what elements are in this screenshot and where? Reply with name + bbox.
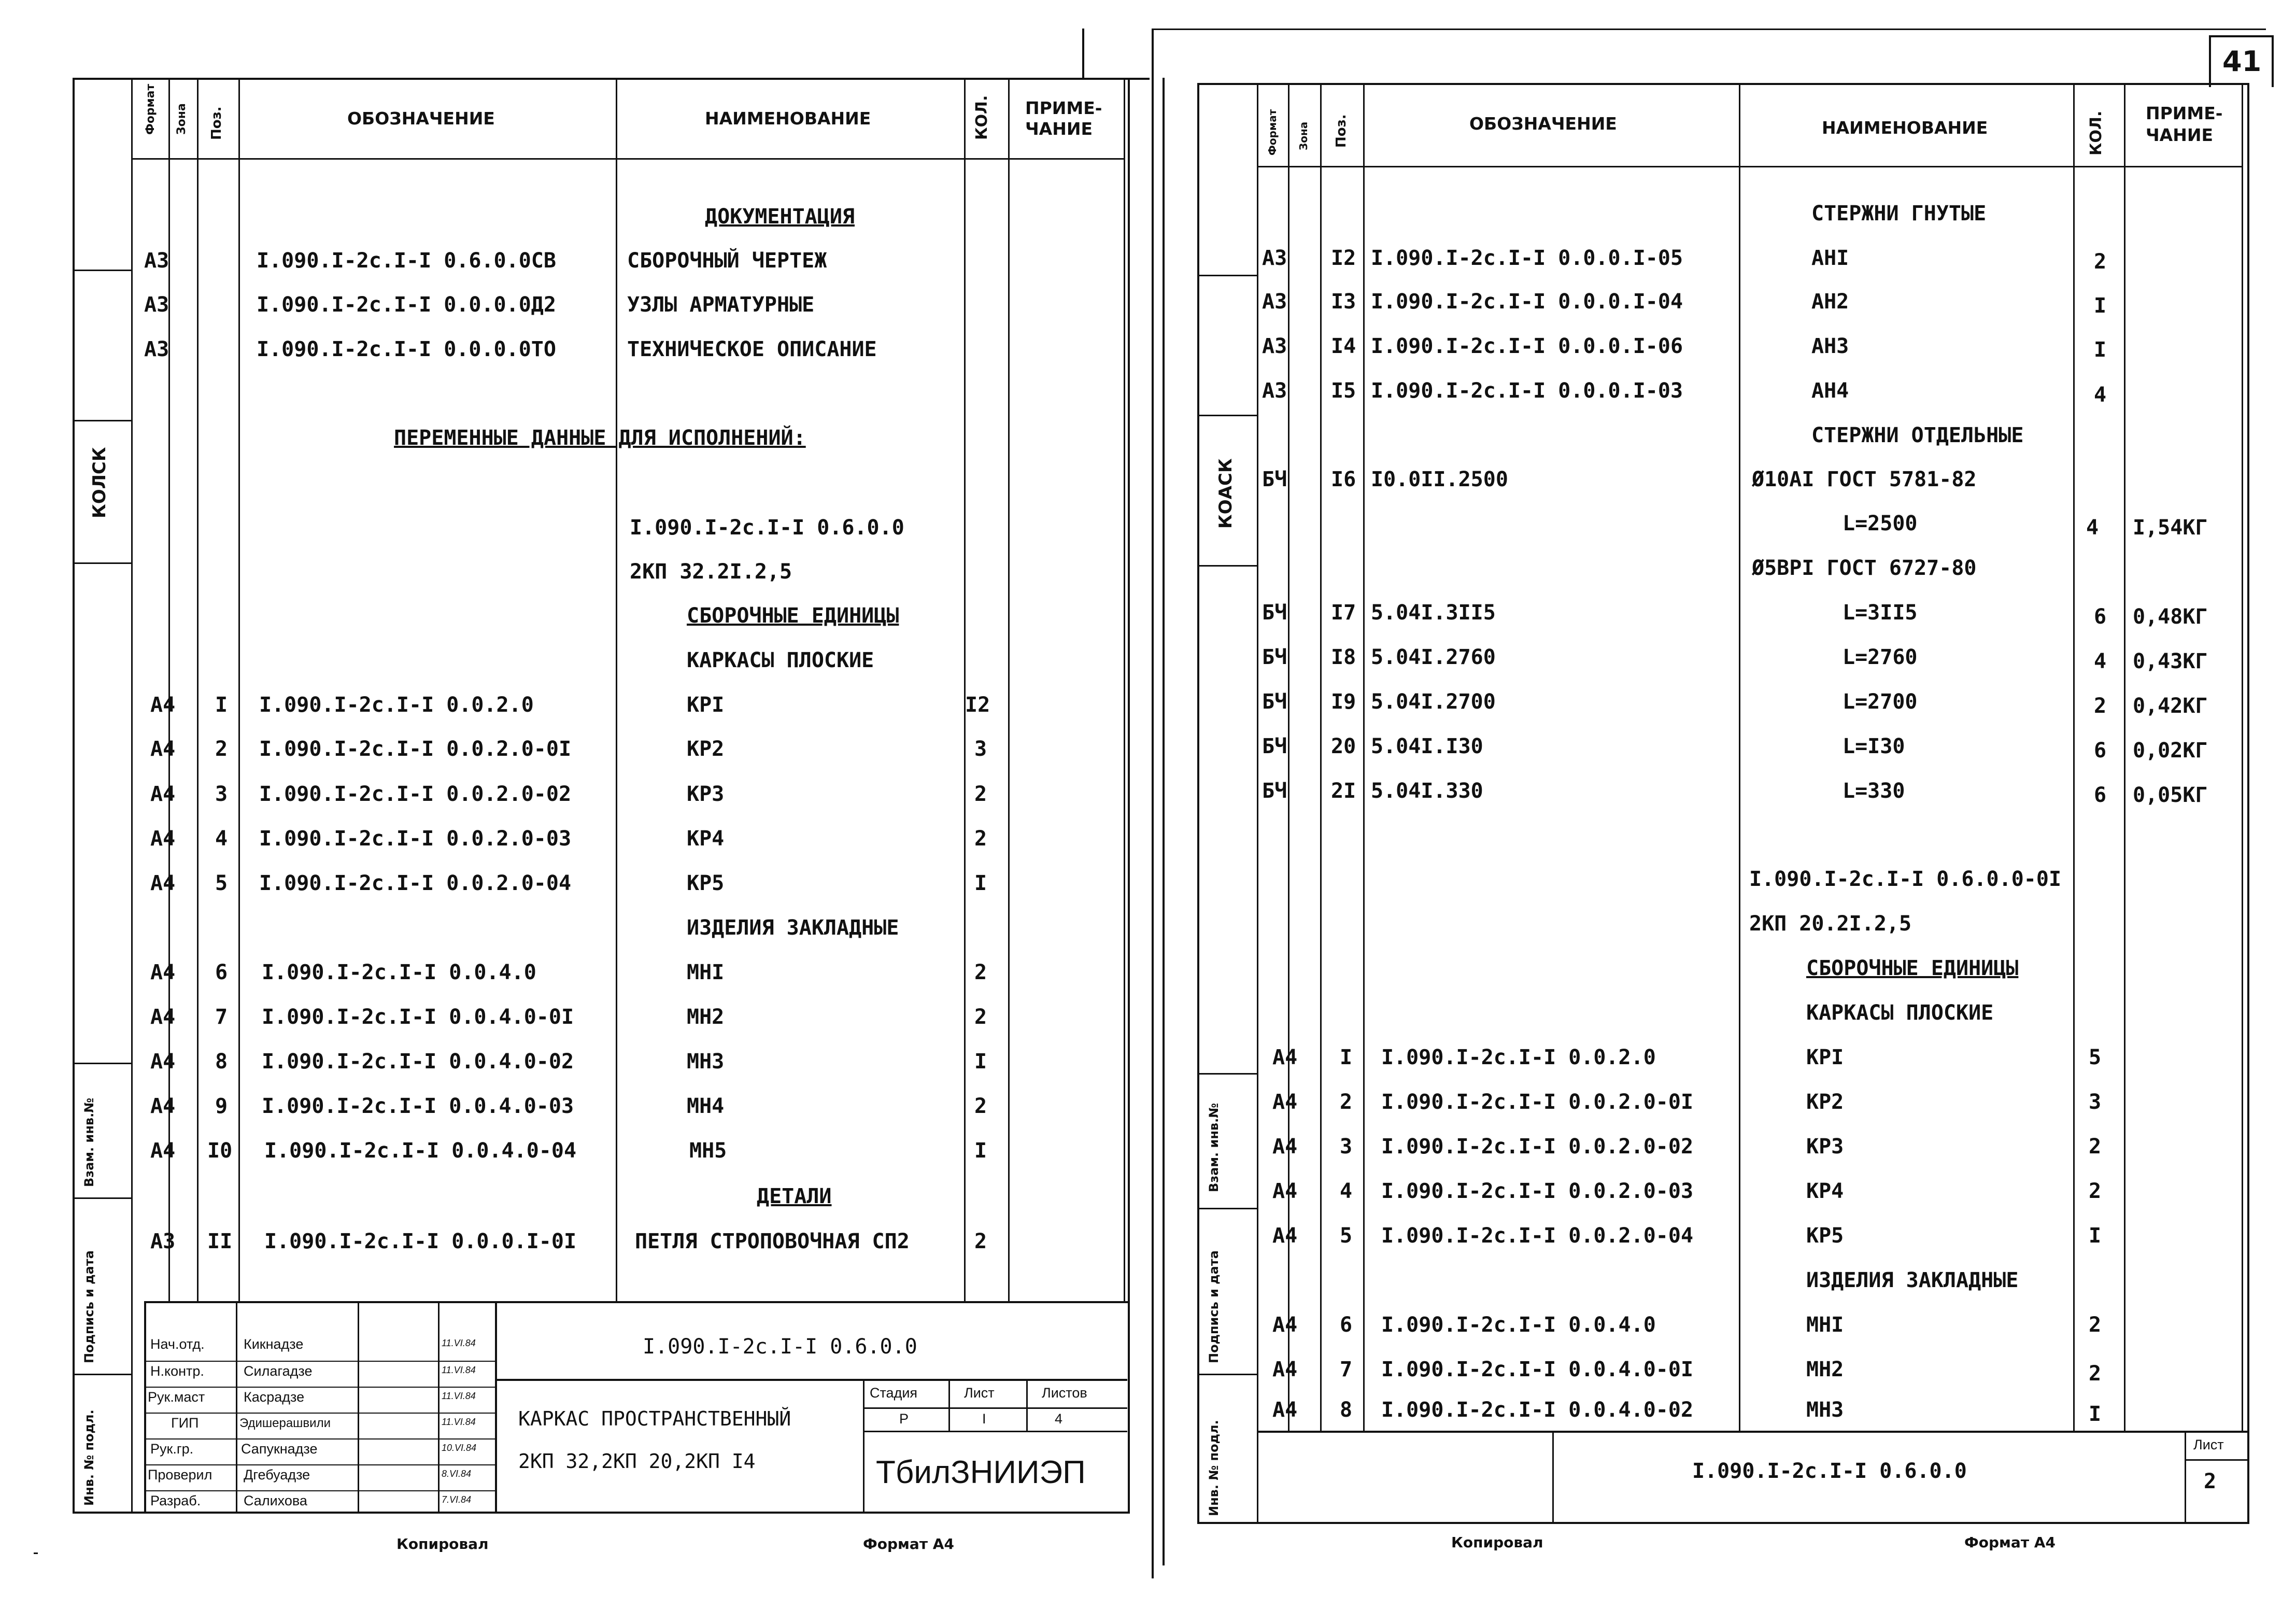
list-item: СТЕРЖНИ ГНУТЫЕ (1811, 202, 1987, 225)
table-row: 5.04I.2760 (1371, 645, 1496, 669)
table-row: L=3II5 (1843, 601, 1918, 625)
list-item: СБОРОЧНЫЕ ЕДИНИЦЫ (687, 604, 899, 628)
table-row: 2 (974, 782, 987, 806)
table-row: 2 (974, 961, 987, 984)
signer-role: Рук.маст (148, 1389, 205, 1405)
table-row: КР2 (687, 737, 725, 761)
right-margin-label-inv: Инв. № подл. (1207, 1420, 1221, 1516)
left-col-designation-header: ОБОЗНАЧЕНИЕ (347, 108, 495, 129)
list-item: I.090.I-2с.I-I 0.6.0.0 (630, 516, 904, 540)
list-item: СТЕРЖНИ ОТДЕЛЬНЫЕ (1811, 424, 2024, 447)
table-row: БЧ (1262, 779, 1287, 803)
table-row: БЧ (1262, 601, 1287, 625)
table-row: I.090.I-2с.I-I 0.0.0.I-06 (1371, 334, 1683, 358)
table-row: МН2 (1806, 1358, 1844, 1381)
table-row: А3 (150, 1230, 176, 1253)
right-margin-label-signature: Подпись и дата (1207, 1250, 1221, 1363)
signer-name: Дгебуадзе (244, 1467, 310, 1483)
table-row: БЧ (1262, 468, 1287, 491)
table-row: 2 (2089, 1179, 2102, 1203)
table-row: А4 (150, 1094, 176, 1118)
table-row: I8 (1331, 645, 1356, 669)
signer-date: 11.VI.84 (442, 1338, 476, 1348)
table-row: I2 (1331, 246, 1356, 270)
signer-date: 7.VI.84 (442, 1494, 472, 1505)
left-col-qty-header: КОЛ. (973, 95, 991, 140)
table-row: 8 (215, 1050, 228, 1074)
table-row: А4 (150, 827, 176, 851)
left-margin-label-inv: Инв. № подл. (82, 1409, 96, 1506)
table-row: I.090.I-2с.I-I 0.0.2.0-04 (259, 871, 572, 895)
table-row: А4 (150, 1005, 176, 1029)
left-col-note-header-1: ПРИМЕ- (1025, 98, 1102, 118)
variable-data-heading: ПЕРЕМЕННЫЕ ДАННЫЕ ДЛЯ ИСПОЛНЕНИЙ: (394, 426, 806, 450)
right-margin-label-replace: Взам. инв.№ (1207, 1103, 1221, 1192)
signer-role: Проверил (148, 1467, 212, 1483)
table-row: I.090.I-2с.I-I 0.0.4.0 (262, 961, 536, 984)
doc-code: I.090.I-2с.I-I 0.6.0.0 (643, 1335, 917, 1359)
left-side-stamp: КОЛСК (89, 447, 110, 518)
table-row: 4 (2094, 650, 2107, 673)
table-row: I0.0II.2500 (1371, 468, 1508, 491)
table-row: 3 (974, 737, 987, 761)
table-row: А3 (1262, 246, 1287, 270)
list-item: ДОКУМЕНТАЦИЯ (705, 205, 855, 229)
list-item: I.090.I-2с.I-I 0.0.0.0Д2 (257, 293, 556, 317)
table-row: 2 (974, 1005, 987, 1029)
table-row: L=2760 (1843, 645, 1918, 669)
table-row: L=2500 (1843, 512, 1918, 535)
table-row: БЧ (1262, 735, 1287, 758)
sheet-number: 41 (2222, 45, 2262, 78)
list-item: ДЕТАЛИ (757, 1184, 832, 1208)
table-row: 5.04I.2700 (1371, 690, 1496, 714)
table-row: ПЕТЛЯ СТРОПОВОЧНАЯ СП2 (635, 1230, 910, 1253)
table-row: 2 (974, 1094, 987, 1118)
table-row: I.090.I-2с.I-I 0.0.2.0-0I (259, 737, 572, 761)
signer-date: 10.VI.84 (442, 1443, 477, 1453)
table-row: А4 (150, 693, 176, 717)
table-row: I7 (1331, 601, 1356, 625)
list-item: ИЗДЕЛИЯ ЗАКЛАДНЫЕ (687, 916, 899, 940)
list-item: КАРКАСЫ ПЛОСКИЕ (1806, 1001, 1994, 1025)
stage-value: Р (899, 1411, 909, 1427)
table-row: 2 (2089, 1362, 2102, 1386)
table-row: КР2 (1806, 1090, 1844, 1114)
table-row: I.090.I-2с.I-I 0.0.2.0-03 (259, 827, 572, 851)
signer-role: Разраб. (150, 1493, 201, 1508)
table-row: 2 (974, 827, 987, 851)
table-row: 6 (1340, 1313, 1353, 1337)
table-row: I3 (1331, 290, 1356, 314)
signer-date: 11.VI.84 (442, 1391, 476, 1401)
left-col-name-header: НАИМЕНОВАНИЕ (705, 108, 871, 129)
table-row: АН3 (1811, 334, 1849, 358)
right-col-designation-header: ОБОЗНАЧЕНИЕ (1469, 114, 1617, 134)
table-row: 2 (2089, 1135, 2102, 1159)
left-footer-format: Формат А4 (863, 1535, 954, 1553)
table-row: I.090.I-2с.I-I 0.0.2.0-02 (259, 782, 572, 806)
table-row: I6 (1331, 468, 1356, 491)
right-footer-copied: Копировал (1451, 1534, 1543, 1551)
list-item: А3 (144, 249, 169, 273)
org-name: ТбилЗНИИЭП (876, 1455, 1086, 1490)
right-col-qty-header: КОЛ. (2087, 110, 2105, 156)
table-row: 9 (215, 1094, 228, 1118)
table-row: КР5 (687, 871, 725, 895)
table-row: I.090.I-2с.I-I 0.0.0.I-04 (1371, 290, 1683, 314)
table-row: I.090.I-2с.I-I 0.0.2.0 (259, 693, 534, 717)
table-row: БЧ (1262, 645, 1287, 669)
table-row: 0,42КГ (2133, 694, 2208, 718)
list-item: 2КП 32.2I.2,5 (630, 560, 792, 584)
list-item: 2КП 20.2I.2,5 (1749, 912, 1912, 936)
table-row: 0,05КГ (2133, 783, 2208, 807)
table-row: 2 (215, 737, 228, 761)
table-row: 4 (1340, 1179, 1353, 1203)
table-row: I,54КГ (2133, 516, 2208, 540)
table-row: I (1340, 1046, 1353, 1069)
table-row: 2 (974, 1230, 987, 1253)
table-row: I.090.I-2с.I-I 0.0.4.0-02 (262, 1050, 574, 1074)
table-row: 0,02КГ (2133, 739, 2208, 763)
signer-role: Нач.отд. (150, 1336, 205, 1352)
table-row: МН2 (687, 1005, 725, 1029)
table-row: А4 (150, 1139, 176, 1163)
left-footer-copied: Копировал (396, 1535, 489, 1553)
table-row: МН5 (689, 1139, 727, 1163)
right-sheet-value: 2 (2204, 1470, 2217, 1493)
table-row: 6 (2094, 739, 2107, 763)
table-row: А4 (150, 871, 176, 895)
table-row: КР3 (687, 782, 725, 806)
right-col-format-header: Формат (1266, 109, 1279, 156)
table-row: II (207, 1230, 233, 1253)
table-row: I.090.I-2с.I-I 0.0.2.0-02 (1381, 1135, 1694, 1159)
signer-role: Н.контр. (150, 1363, 204, 1379)
table-row: А4 (1272, 1313, 1298, 1337)
table-row: А4 (1272, 1224, 1298, 1248)
table-row: I (2094, 338, 2107, 362)
table-row: 6 (2094, 783, 2107, 807)
right-side-stamp: КОАСК (1215, 458, 1236, 529)
sheets-value: 4 (1055, 1411, 1063, 1427)
table-row: БЧ (1262, 690, 1287, 714)
table-row: 0,48КГ (2133, 605, 2208, 629)
list-item: СБОРОЧНЫЕ ЕДИНИЦЫ (1806, 956, 2019, 980)
table-row: I.090.I-2с.I-I 0.0.0.I-0I (264, 1230, 577, 1253)
table-row: I.090.I-2с.I-I 0.0.2.0 (1381, 1046, 1656, 1069)
table-row: А4 (150, 1050, 176, 1074)
table-row: 5 (1340, 1224, 1353, 1248)
table-row: 5 (215, 871, 228, 895)
right-footer-format: Формат А4 (1964, 1534, 2056, 1551)
right-doc-code: I.090.I-2с.I-I 0.6.0.0 (1692, 1459, 1967, 1483)
drawing-title-line1: КАРКАС ПРОСТРАНСТВЕННЫЙ (518, 1407, 791, 1430)
table-row: I.090.I-2с.I-I 0.0.4.0-03 (262, 1094, 574, 1118)
table-row: КР5 (1806, 1224, 1844, 1248)
table-row: 5 (2089, 1046, 2102, 1069)
table-row: I0 (207, 1139, 233, 1163)
table-row: I (974, 871, 987, 895)
table-row: КРI (687, 693, 725, 717)
table-row: А4 (1272, 1046, 1298, 1069)
table-row: I.090.I-2с.I-I 0.0.4.0-0I (1381, 1358, 1694, 1381)
sheet-value: I (982, 1411, 986, 1427)
list-item: КАРКАСЫ ПЛОСКИЕ (687, 648, 874, 672)
left-col-note-header-2: ЧАНИЕ (1025, 119, 1093, 139)
table-row: 4 (2086, 516, 2099, 540)
table-row: КР4 (1806, 1179, 1844, 1203)
table-row: I (2089, 1224, 2102, 1248)
table-row: 5.04I.I30 (1371, 735, 1483, 758)
table-row: I4 (1331, 334, 1356, 358)
table-row: 4 (215, 827, 228, 851)
table-row: I5 (1331, 379, 1356, 403)
table-row: А4 (1272, 1090, 1298, 1114)
table-row: 2 (1340, 1090, 1353, 1114)
stage-label: Стадия (870, 1385, 918, 1401)
right-col-note-header-1: ПРИМЕ- (2146, 103, 2223, 123)
table-row: I.090.I-2с.I-I 0.0.4.0-04 (264, 1139, 577, 1163)
table-row: 2 (2094, 250, 2107, 274)
table-row: 3 (215, 782, 228, 806)
table-row: АН4 (1811, 379, 1849, 403)
signer-role: Рук.гр. (150, 1441, 194, 1457)
right-col-pos-header: Поз. (1334, 114, 1349, 148)
table-row: А4 (1272, 1398, 1298, 1422)
table-row: 2I (1331, 779, 1356, 803)
signer-name: Касрадзе (244, 1389, 305, 1405)
table-row: 6 (2094, 605, 2107, 629)
table-row: 2 (2089, 1313, 2102, 1337)
signer-date: 8.VI.84 (442, 1469, 472, 1479)
table-row: 5.04I.330 (1371, 779, 1483, 803)
left-col-format-header: Формат (144, 83, 157, 135)
table-row: Ø10АI ГОСТ 5781-82 (1752, 468, 1977, 491)
drawing-title-line2: 2КП 32,2КП 20,2КП I4 (518, 1450, 756, 1473)
table-row: АН2 (1811, 290, 1849, 314)
signer-name: Силагадзе (244, 1363, 313, 1379)
table-row: I (2094, 294, 2107, 318)
list-item: А3 (144, 337, 169, 361)
table-row: 0,43КГ (2133, 650, 2208, 673)
table-row: I (974, 1139, 987, 1163)
list-item: СБОРОЧНЫЙ ЧЕРТЕЖ (627, 249, 827, 273)
table-row: 2 (2094, 694, 2107, 718)
table-row: I (215, 693, 228, 717)
table-row: L=330 (1843, 779, 1905, 803)
signer-name: Сапукнадзе (241, 1441, 318, 1457)
list-item: Ø5ВРI ГОСТ 6727-80 (1752, 556, 1977, 580)
table-row: МН4 (687, 1094, 725, 1118)
table-row: I.090.I-2с.I-I 0.0.0.I-05 (1371, 246, 1683, 270)
table-row: I.090.I-2с.I-I 0.0.2.0-04 (1381, 1224, 1694, 1248)
right-col-zone-header: Зона (1297, 121, 1310, 150)
signer-date: 11.VI.84 (442, 1417, 476, 1427)
table-row: КРI (1806, 1046, 1844, 1069)
signer-date: 11.VI.84 (442, 1365, 476, 1375)
table-row: I (974, 1050, 987, 1074)
table-row: А4 (1272, 1179, 1298, 1203)
list-item: ИЗДЕЛИЯ ЗАКЛАДНЫЕ (1806, 1268, 2019, 1292)
table-row: 3 (1340, 1135, 1353, 1159)
table-row: L=2700 (1843, 690, 1918, 714)
table-row: МНI (1806, 1313, 1844, 1337)
table-row: 4 (2094, 383, 2107, 407)
table-row: I9 (1331, 690, 1356, 714)
signer-name: Эдишерашвили (239, 1416, 331, 1430)
table-row: А4 (1272, 1135, 1298, 1159)
table-row: L=I30 (1843, 735, 1905, 758)
table-row: А3 (1262, 379, 1287, 403)
signer-name: Кикнадзе (244, 1336, 304, 1352)
table-row: I.090.I-2с.I-I 0.0.4.0-0I (262, 1005, 574, 1029)
list-item: А3 (144, 293, 169, 317)
table-row: 20 (1331, 735, 1356, 758)
table-row: А4 (1272, 1358, 1298, 1381)
left-col-zone-header: Зона (175, 103, 188, 135)
table-row: I.090.I-2с.I-I 0.0.2.0-03 (1381, 1179, 1694, 1203)
table-row: 7 (1340, 1358, 1353, 1381)
left-margin-label-signature: Подпись и дата (82, 1250, 96, 1363)
table-row: А4 (150, 737, 176, 761)
sheets-label: Листов (1042, 1385, 1087, 1401)
sheet-label: Лист (964, 1385, 995, 1401)
right-col-note-header-2: ЧАНИЕ (2146, 125, 2213, 145)
table-row: I (2089, 1402, 2102, 1426)
list-item: УЗЛЫ АРМАТУРНЫЕ (627, 293, 815, 317)
table-row: 7 (215, 1005, 228, 1029)
list-item: I.090.I-2с.I-I 0.0.0.0ТО (257, 337, 556, 361)
table-row: А3 (1262, 290, 1287, 314)
table-row: КР4 (687, 827, 725, 851)
table-row: I.090.I-2с.I-I 0.0.0.I-03 (1371, 379, 1683, 403)
table-row: 8 (1340, 1398, 1353, 1422)
table-row: МНI (687, 961, 725, 984)
table-row: А3 (1262, 334, 1287, 358)
table-row: 3 (2089, 1090, 2102, 1114)
table-row: I2 (965, 693, 990, 717)
table-row: 5.04I.3II5 (1371, 601, 1496, 625)
left-margin-label-replace: Взам. инв.№ (82, 1097, 96, 1187)
table-row: А4 (150, 961, 176, 984)
table-row: I.090.I-2с.I-I 0.0.4.0-02 (1381, 1398, 1694, 1422)
table-row: А4 (150, 782, 176, 806)
list-item: ТЕХНИЧЕСКОЕ ОПИСАНИЕ (627, 337, 877, 361)
signer-name: Салихова (244, 1493, 307, 1508)
table-row: КР3 (1806, 1135, 1844, 1159)
right-sheet-label: Лист (2193, 1437, 2224, 1452)
right-col-name-header: НАИМЕНОВАНИЕ (1822, 118, 1988, 138)
list-item: I.090.I-2с.I-I 0.6.0.0СВ (257, 249, 556, 273)
list-item: I.090.I-2с.I-I 0.6.0.0-0I (1749, 867, 2062, 891)
table-row: I.090.I-2с.I-I 0.0.2.0-0I (1381, 1090, 1694, 1114)
left-col-pos-header: Поз. (209, 106, 224, 140)
table-row: 6 (215, 961, 228, 984)
table-row: МН3 (1806, 1398, 1844, 1422)
table-row: МН3 (687, 1050, 725, 1074)
signer-role: ГИП (171, 1415, 199, 1431)
table-row: I.090.I-2с.I-I 0.0.4.0 (1381, 1313, 1656, 1337)
table-row: АНI (1811, 246, 1849, 270)
